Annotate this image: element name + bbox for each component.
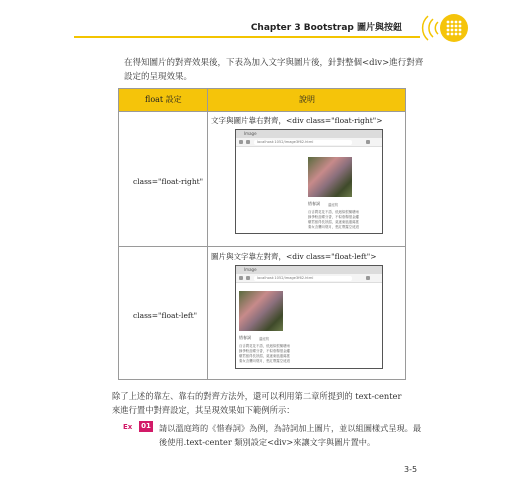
menu-icon (366, 276, 370, 280)
browser-address-bar (236, 274, 382, 283)
browser-url: localhost:1052/image3f62.html (254, 276, 352, 281)
chapter-title: Chapter 3 Bootstrap 圖片與按鈕 (250, 23, 402, 33)
poem-author: 溫庭筠 (259, 336, 270, 341)
menu-icon (366, 140, 370, 144)
column-divider (207, 89, 208, 379)
body-paragraph: 除了上述的靠左、靠右的對齊方法外，還可以利用第二章所提到的 text-center 來進行置中對齊設定，其呈現效果如下範例所示： (112, 391, 402, 415)
poem-line: 秦女含顰向烟月，愁紅帶露空迢迢 (308, 225, 359, 229)
chapter-deco-icon (414, 8, 474, 48)
reload-icon (246, 140, 250, 144)
page-header (0, 0, 520, 44)
poem-photo (308, 157, 352, 197)
intro-paragraph: 在得知圖片的對齊效果後，下表為加入文字與圖片後，針對整個<div>進行對齊設定的呈現效果。 (124, 58, 424, 82)
poem-title: 惜春詞 (308, 201, 320, 206)
poem-line: 百舌問花花不語，低迴似恨橫塘雨 (308, 210, 359, 214)
example-number-badge: 01 (139, 421, 153, 432)
back-icon (239, 140, 243, 144)
poem-title: 惜春詞 (239, 335, 251, 340)
poem-line: 願君留得長妖韶，莫逐東風還蕩搖 (239, 354, 290, 358)
header-rule (74, 36, 420, 38)
poem-line: 願君留得長妖韶，莫逐東風還蕩搖 (308, 220, 359, 224)
back-icon (239, 276, 243, 280)
table-header (119, 89, 405, 112)
poem-line: 百舌問花花不語，低迴似恨橫塘雨 (239, 344, 290, 348)
column-header-description: 說明 (299, 95, 315, 104)
float-settings-table (118, 88, 406, 380)
column-header-float: float 設定 (145, 95, 182, 104)
row-divider (119, 246, 405, 247)
poem-line: 秦女含顰向烟月，愁紅帶露空迢迢 (239, 359, 290, 363)
browser-tab-title: Image (244, 131, 257, 136)
poem-line: 蜂爭粉蕊蝶分香，不似垂楊惜金縷 (239, 349, 290, 353)
browser-url: localhost:1052/image3f62.html (254, 140, 352, 145)
row-label-float-right: class="float-right" (133, 177, 204, 186)
row-caption-float-left: 圖片與文字靠左對齊，<div class="float-left"> (211, 252, 377, 261)
poem-photo (239, 291, 283, 331)
browser-tab-title: Image (244, 267, 257, 272)
poem-line: 蜂爭粉蕊蝶分香，不似垂楊惜金縷 (308, 215, 359, 219)
example-label: Ex (123, 423, 133, 431)
example-text: 請以溫庭筠的《惜春詞》為例，為詩詞加上圖片，並以組圖樣式呈現。最後使用.text-center 類別設定<div>來讓文字與圖片置中。 (159, 423, 422, 447)
page-number: 3-5 (404, 465, 418, 474)
browser-tab (236, 266, 382, 274)
browser-tab (236, 130, 382, 138)
row-caption-float-right: 文字與圖片靠右對齊，<div class="float-right"> (211, 116, 383, 125)
browser-screenshot-float-left (235, 265, 383, 369)
browser-address-bar (236, 138, 382, 147)
reload-icon (246, 276, 250, 280)
poem-author: 溫庭筠 (328, 202, 339, 207)
row-label-float-left: class="float-left" (133, 311, 198, 320)
browser-screenshot-float-right (235, 129, 383, 234)
